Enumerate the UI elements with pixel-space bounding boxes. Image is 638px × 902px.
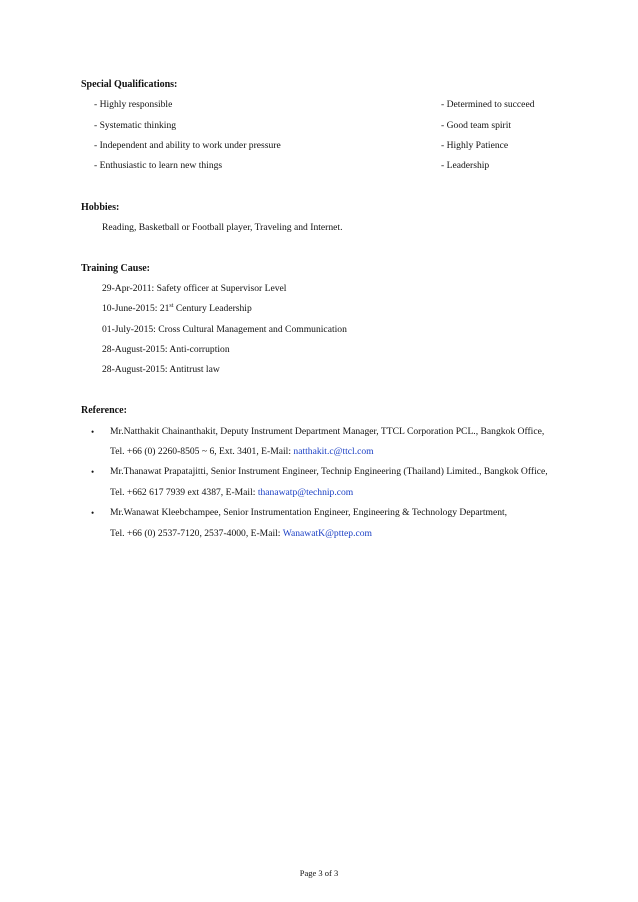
training-item-text: 10-June-2015: 21 — [102, 303, 170, 314]
bullet-icon: • — [91, 467, 95, 477]
training-item — [102, 303, 252, 314]
training-item: 28-August-2015: Anti-corruption — [102, 344, 230, 355]
hobbies-text: Reading, Basketball or Football player, Traveling and Internet. — [102, 222, 343, 233]
qualification-item: - Leadership — [441, 160, 490, 171]
reference-name: Mr.Natthakit Chainanthakit, Deputy Instrument Department Manager, TTCL Corporation PCL., Bangkok Office, — [110, 426, 545, 437]
qualification-item: - Highly responsible — [94, 99, 173, 110]
reference-email-link[interactable]: natthakit.c@ttcl.com — [293, 446, 374, 457]
bullet-icon: • — [91, 427, 95, 437]
reference-contact — [110, 487, 353, 498]
page-number: Page 3 of 3 — [299, 868, 339, 878]
qualification-item: - Systematic thinking — [94, 120, 177, 131]
special-qualifications-heading: Special Qualifications: — [81, 79, 178, 90]
reference-heading: Reference: — [81, 405, 127, 416]
training-item-text: Century Leadership — [173, 303, 252, 314]
reference-contact — [110, 446, 374, 457]
reference-name: Mr.Wanawat Kleebchampee, Senior Instrumentation Engineer, Engineering & Technology Department, — [110, 507, 508, 518]
reference-email-link[interactable]: thanawatp@technip.com — [257, 487, 354, 498]
training-item: 28-August-2015: Antitrust law — [102, 364, 220, 375]
training-item: 29-Apr-2011: Safety officer at Supervisor Level — [102, 283, 287, 294]
training-heading: Training Cause: — [81, 263, 150, 274]
bullet-icon: • — [91, 508, 95, 518]
reference-phone: Tel. +66 (0) 2537-7120, 2537-4000, E-Mail: — [110, 528, 283, 539]
qualification-item: - Independent and ability to work under pressure — [94, 140, 281, 151]
ordinal-suffix: st — [169, 302, 174, 309]
training-item: 01-July-2015: Cross Cultural Management and Communication — [102, 324, 347, 335]
qualification-item: - Enthusiastic to learn new things — [94, 160, 223, 171]
qualification-item: - Highly Patience — [441, 140, 509, 151]
qualification-item: - Good team spirit — [441, 120, 512, 131]
reference-contact — [110, 528, 372, 539]
hobbies-heading: Hobbies: — [81, 202, 120, 213]
reference-phone: Tel. +662 617 7939 ext 4387, E-Mail: — [110, 487, 258, 498]
qualification-item: - Determined to succeed — [441, 99, 535, 110]
reference-phone: Tel. +66 (0) 2260-8505 ~ 6, Ext. 3401, E-Mail: — [110, 446, 294, 457]
reference-name: Mr.Thanawat Prapatajitti, Senior Instrument Engineer, Technip Engineering (Thailand) Limited., Bangkok Office, — [110, 466, 548, 477]
reference-email-link[interactable]: WanawatK@pttep.com — [282, 528, 373, 539]
